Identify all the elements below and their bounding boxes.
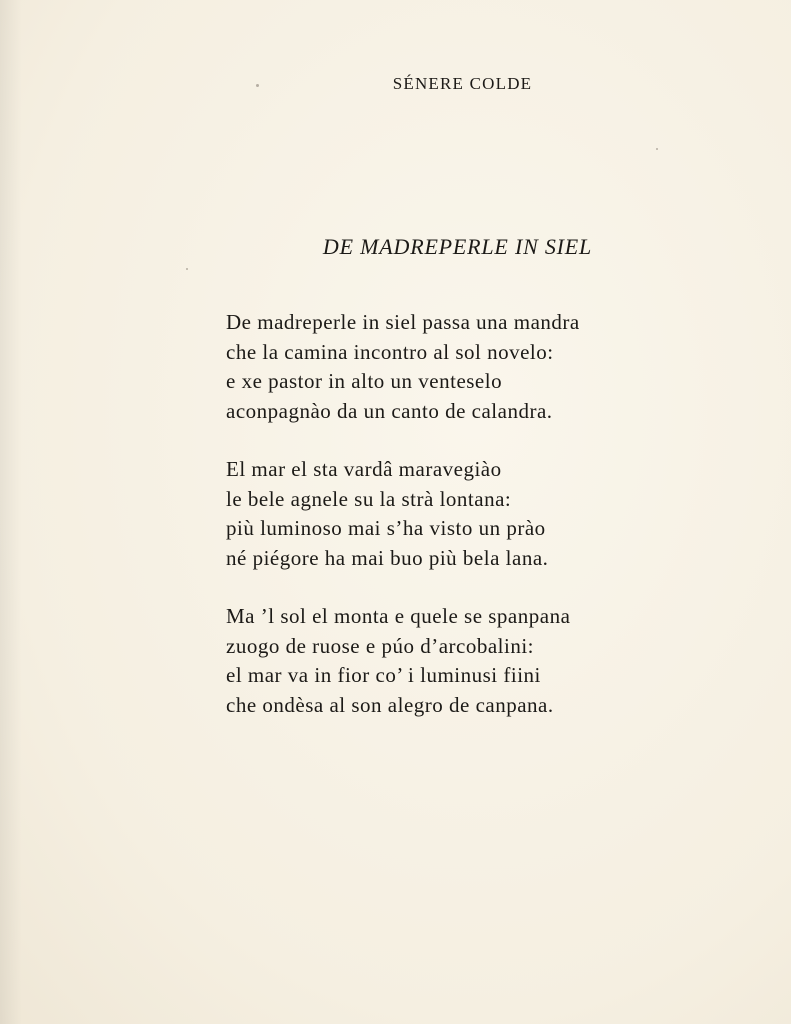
stanza-1 [226,308,746,426]
verse-line: che la camina incontro al sol novelo: [226,339,554,364]
verse-line: el mar va in fior co’ i luminusi fiini [226,663,541,687]
stanza-3 [226,602,746,720]
paper-speck [186,268,188,270]
verse-line: zuogo de ruose e púo d’arcobalini: [226,633,534,658]
verse-line: che ondèsa al son alegro de canpana. [226,692,554,717]
paper-speck [256,84,259,87]
verse-line: De madreperle in siel passa una mandra [226,310,580,334]
stanza-2 [226,455,746,573]
poem-title: DE MADREPERLE IN SIEL [322,234,593,259]
verse-line: Ma ’l sol el monta e quele se spanpana [226,604,571,628]
verse-line: e xe pastor in alto un venteselo [226,369,503,393]
paper-speck [656,148,658,150]
verse-line: El mar el sta vardâ maravegiào [226,457,502,481]
verse-line: né piégore ha mai buo più bela lana. [226,545,549,570]
verse-line: aconpagnào da un canto de calandra. [226,398,553,423]
running-head: SÉNERE COLDE [392,74,533,93]
verse-line: più luminoso mai s’ha visto un prào [226,516,546,540]
verse-line: le bele agnele su la strà lontana: [226,486,512,511]
